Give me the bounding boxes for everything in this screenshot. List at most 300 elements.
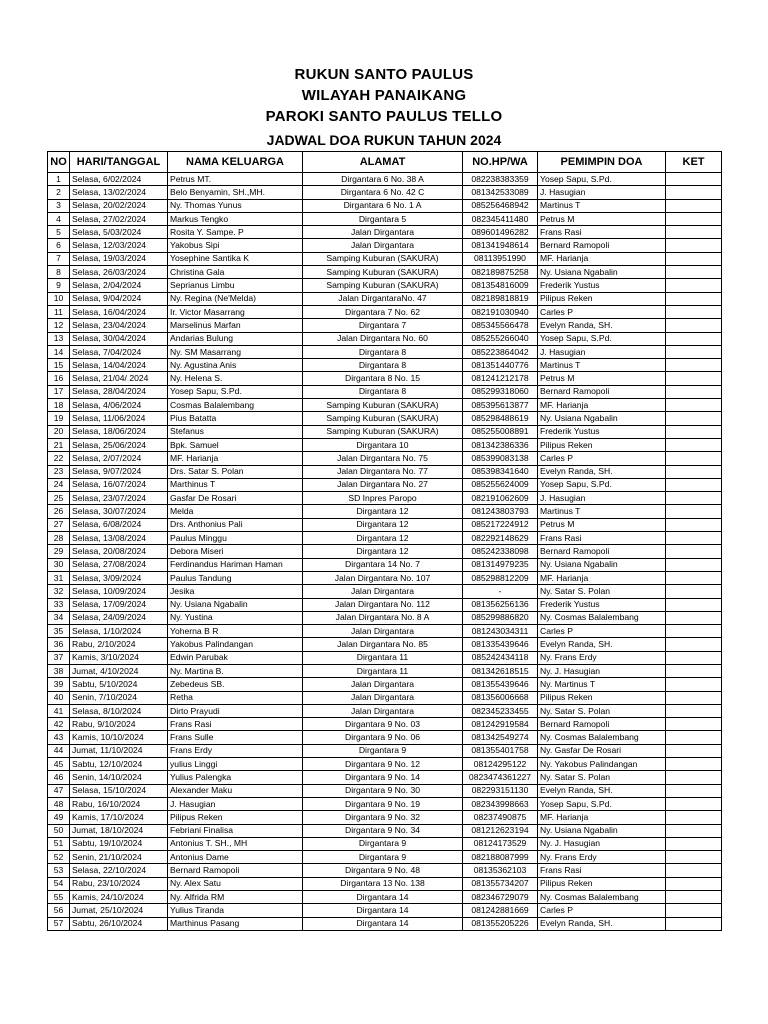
cell-no: 54: [48, 877, 70, 890]
cell-family: Marthinus T: [168, 478, 303, 491]
cell-date: Selasa, 14/04/2024: [70, 359, 168, 372]
table-body: [48, 173, 722, 931]
cell-prayer-leader: Pilipus Reken: [538, 877, 666, 890]
cell-family: Frans Rasi: [168, 718, 303, 731]
cell-phone: 085299318060: [463, 385, 538, 398]
cell-prayer-leader: Evelyn Randa, SH.: [538, 319, 666, 332]
cell-prayer-leader: Martinus T: [538, 359, 666, 372]
cell-notes: [666, 372, 722, 385]
cell-notes: [666, 904, 722, 917]
cell-no: 25: [48, 492, 70, 505]
cell-no: 28: [48, 532, 70, 545]
cell-family: Seprianus Limbu: [168, 279, 303, 292]
table-row: [48, 664, 722, 677]
cell-no: 37: [48, 651, 70, 664]
cell-notes: [666, 917, 722, 930]
cell-phone: 082293151130: [463, 784, 538, 797]
table-row: [48, 359, 722, 372]
cell-no: 53: [48, 864, 70, 877]
cell-family: Ny. SM Masarrang: [168, 345, 303, 358]
cell-family: Cosmas Balalembang: [168, 399, 303, 412]
cell-notes: [666, 332, 722, 345]
cell-date: Selasa, 28/04/2024: [70, 385, 168, 398]
cell-address: Jalan Dirgantara: [303, 585, 463, 598]
cell-family: Yulius Tiranda: [168, 904, 303, 917]
cell-phone: 08124295122: [463, 758, 538, 771]
cell-phone: 085255266040: [463, 332, 538, 345]
table-row: [48, 598, 722, 611]
cell-family: Yulius Palengka: [168, 771, 303, 784]
cell-family: Marthinus Pasang: [168, 917, 303, 930]
cell-no: 30: [48, 558, 70, 571]
table-row: [48, 877, 722, 890]
cell-notes: [666, 478, 722, 491]
cell-family: Ny. Alex Satu: [168, 877, 303, 890]
cell-notes: [666, 518, 722, 531]
cell-notes: [666, 797, 722, 810]
table-row: [48, 305, 722, 318]
cell-no: 31: [48, 571, 70, 584]
cell-address: Samping Kuburan (SAKURA): [303, 399, 463, 412]
cell-date: Senin, 21/10/2024: [70, 851, 168, 864]
table-row: [48, 731, 722, 744]
cell-prayer-leader: Ny. Martinus T: [538, 678, 666, 691]
table-row: [48, 266, 722, 279]
table-row: [48, 186, 722, 199]
cell-notes: [666, 585, 722, 598]
table-row: [48, 452, 722, 465]
cell-date: Selasa, 30/07/2024: [70, 505, 168, 518]
cell-address: Samping Kuburan (SAKURA): [303, 266, 463, 279]
table-row: [48, 704, 722, 717]
table-row: [48, 385, 722, 398]
cell-prayer-leader: Ny. Satar S. Polan: [538, 585, 666, 598]
cell-phone: 085395613877: [463, 399, 538, 412]
cell-no: 40: [48, 691, 70, 704]
cell-phone: 085255008891: [463, 425, 538, 438]
table-row: [48, 678, 722, 691]
cell-family: Paulus Tandung: [168, 571, 303, 584]
cell-address: Jalan Dirgantara No. 112: [303, 598, 463, 611]
table-row: [48, 571, 722, 584]
cell-date: Selasa, 30/04/2024: [70, 332, 168, 345]
cell-phone: 082189875258: [463, 266, 538, 279]
cell-phone: 081351440776: [463, 359, 538, 372]
cell-phone: 082346729079: [463, 891, 538, 904]
cell-address: Jalan Dirgantara: [303, 678, 463, 691]
column-header-family: NAMA KELUARGA: [168, 152, 303, 173]
cell-notes: [666, 412, 722, 425]
cell-phone: 08124173529: [463, 837, 538, 850]
cell-family: Ny. Usiana Ngabalin: [168, 598, 303, 611]
cell-prayer-leader: Bernard Ramopoli: [538, 385, 666, 398]
cell-prayer-leader: Petrus M: [538, 518, 666, 531]
cell-no: 43: [48, 731, 70, 744]
table-row: [48, 319, 722, 332]
cell-phone: 08237490875: [463, 811, 538, 824]
cell-no: 44: [48, 744, 70, 757]
cell-address: Dirgantara 6 No. 1 A: [303, 199, 463, 212]
cell-family: Ir. Victor Masarrang: [168, 305, 303, 318]
cell-notes: [666, 279, 722, 292]
cell-prayer-leader: Carles P: [538, 452, 666, 465]
cell-prayer-leader: Pilipus Reken: [538, 438, 666, 451]
cell-family: Markus Tengko: [168, 212, 303, 225]
cell-address: Jalan DirgantaraNo. 47: [303, 292, 463, 305]
cell-no: 23: [48, 465, 70, 478]
cell-no: 18: [48, 399, 70, 412]
cell-family: Ny. Thomas Yunus: [168, 199, 303, 212]
cell-notes: [666, 744, 722, 757]
cell-prayer-leader: Evelyn Randa, SH.: [538, 638, 666, 651]
table-row: [48, 585, 722, 598]
cell-prayer-leader: Evelyn Randa, SH.: [538, 917, 666, 930]
cell-family: Bernard Ramopoli: [168, 864, 303, 877]
cell-date: Selasa, 23/04/2024: [70, 319, 168, 332]
cell-address: Dirgantara 11: [303, 651, 463, 664]
cell-date: Senin, 14/10/2024: [70, 771, 168, 784]
cell-address: Dirgantara 9 No. 34: [303, 824, 463, 837]
cell-address: Dirgantara 10: [303, 438, 463, 451]
cell-notes: [666, 611, 722, 624]
table-row: [48, 851, 722, 864]
table-row: [48, 864, 722, 877]
cell-phone: 082343998663: [463, 797, 538, 810]
cell-phone: 081355734207: [463, 877, 538, 890]
cell-notes: [666, 758, 722, 771]
cell-no: 57: [48, 917, 70, 930]
cell-family: Yosephine Santika K: [168, 252, 303, 265]
cell-no: 16: [48, 372, 70, 385]
cell-prayer-leader: Yosep Sapu, S.Pd.: [538, 332, 666, 345]
cell-prayer-leader: Ny. Cosmas Balalembang: [538, 731, 666, 744]
cell-notes: [666, 212, 722, 225]
cell-address: Jalan Dirgantara: [303, 704, 463, 717]
cell-no: 6: [48, 239, 70, 252]
cell-phone: 081242919584: [463, 718, 538, 731]
cell-family: Yakobus Sipi: [168, 239, 303, 252]
cell-phone: 08234743612​27: [463, 771, 538, 784]
cell-no: 35: [48, 625, 70, 638]
cell-no: 45: [48, 758, 70, 771]
cell-date: Selasa, 1/10/2024: [70, 625, 168, 638]
cell-no: 38: [48, 664, 70, 677]
cell-address: Dirgantara 14: [303, 917, 463, 930]
cell-date: Selasa, 5/03/2024: [70, 226, 168, 239]
cell-no: 47: [48, 784, 70, 797]
cell-date: Jumat, 4/10/2024: [70, 664, 168, 677]
cell-no: 10: [48, 292, 70, 305]
cell-no: 36: [48, 638, 70, 651]
cell-address: Jalan Dirgantara: [303, 239, 463, 252]
cell-notes: [666, 359, 722, 372]
cell-phone: 081356256136: [463, 598, 538, 611]
cell-family: Melda: [168, 505, 303, 518]
table-row: [48, 904, 722, 917]
table-row: [48, 771, 722, 784]
cell-prayer-leader: MF. Harianja: [538, 571, 666, 584]
cell-date: Selasa, 6/02/2024: [70, 173, 168, 186]
cell-prayer-leader: Evelyn Randa, SH.: [538, 465, 666, 478]
table-row: [48, 518, 722, 531]
cell-notes: [666, 492, 722, 505]
cell-family: Drs. Satar S. Polan: [168, 465, 303, 478]
cell-family: Frans Erdy: [168, 744, 303, 757]
cell-no: 3: [48, 199, 70, 212]
cell-phone: 082188087999: [463, 851, 538, 864]
cell-phone: 082238383359: [463, 173, 538, 186]
cell-notes: [666, 625, 722, 638]
cell-no: 52: [48, 851, 70, 864]
cell-family: Yosep Sapu, S.Pd.: [168, 385, 303, 398]
cell-no: 48: [48, 797, 70, 810]
cell-family: Ferdinandus Hariman Haman: [168, 558, 303, 571]
column-header-date: HARI/TANGGAL: [70, 152, 168, 173]
cell-address: Dirgantara 6 No. 38 A: [303, 173, 463, 186]
cell-date: Selasa, 20/08/2024: [70, 545, 168, 558]
table-row: [48, 545, 722, 558]
cell-no: 22: [48, 452, 70, 465]
cell-family: Edwin Parubak: [168, 651, 303, 664]
cell-address: Dirgantara 9 No. 03: [303, 718, 463, 731]
cell-date: Selasa, 27/02/2024: [70, 212, 168, 225]
cell-notes: [666, 252, 722, 265]
cell-family: Marselinus Marfan: [168, 319, 303, 332]
cell-prayer-leader: J. Hasugian: [538, 186, 666, 199]
cell-prayer-leader: Pilipus Reken: [538, 292, 666, 305]
cell-address: Dirgantara 14 No. 7: [303, 558, 463, 571]
cell-no: 4: [48, 212, 70, 225]
cell-notes: [666, 292, 722, 305]
cell-date: Selasa, 12/03/2024: [70, 239, 168, 252]
cell-notes: [666, 664, 722, 677]
cell-no: 24: [48, 478, 70, 491]
cell-family: Ny. Regina (Ne'Melda): [168, 292, 303, 305]
cell-notes: [666, 718, 722, 731]
cell-family: yulius Linggi: [168, 758, 303, 771]
schedule-table: [47, 151, 722, 931]
table-row: [48, 252, 722, 265]
cell-notes: [666, 438, 722, 451]
cell-phone: 082191030940: [463, 305, 538, 318]
cell-address: Dirgantara 9 No. 32: [303, 811, 463, 824]
cell-family: Ny. Alfrida RM: [168, 891, 303, 904]
cell-phone: 081243034311: [463, 625, 538, 638]
cell-no: 14: [48, 345, 70, 358]
cell-date: Kamis, 3/10/2024: [70, 651, 168, 664]
cell-prayer-leader: MF. Harianja: [538, 811, 666, 824]
cell-no: 41: [48, 704, 70, 717]
cell-phone: 085299886820: [463, 611, 538, 624]
cell-notes: [666, 704, 722, 717]
cell-date: Rabu, 23/10/2024: [70, 877, 168, 890]
cell-no: 5: [48, 226, 70, 239]
cell-phone: 085242434118: [463, 651, 538, 664]
cell-notes: [666, 784, 722, 797]
cell-address: Dirgantara 14: [303, 891, 463, 904]
cell-phone: 085298488619: [463, 412, 538, 425]
table-row: [48, 718, 722, 731]
cell-date: Selasa, 15/10/2024: [70, 784, 168, 797]
cell-address: Dirgantara 8: [303, 359, 463, 372]
cell-address: Dirgantara 11: [303, 664, 463, 677]
cell-prayer-leader: Ny. Frans Erdy: [538, 851, 666, 864]
cell-family: Paulus Minggu: [168, 532, 303, 545]
cell-address: Dirgantara 12: [303, 532, 463, 545]
cell-no: 7: [48, 252, 70, 265]
cell-family: Antonius T. SH., MH: [168, 837, 303, 850]
cell-date: Jumat, 25/10/2024: [70, 904, 168, 917]
cell-address: Dirgantara 9: [303, 837, 463, 850]
cell-date: Selasa, 8/10/2024: [70, 704, 168, 717]
table-row: [48, 279, 722, 292]
cell-no: 46: [48, 771, 70, 784]
cell-prayer-leader: Ny. Usiana Ngabalin: [538, 824, 666, 837]
cell-address: Dirgantara 5: [303, 212, 463, 225]
cell-family: Debora Miseri: [168, 545, 303, 558]
cell-notes: [666, 239, 722, 252]
cell-date: Selasa, 2/04/2024: [70, 279, 168, 292]
cell-address: Jalan Dirgantara No. 60: [303, 332, 463, 345]
table-row: [48, 758, 722, 771]
cell-no: 15: [48, 359, 70, 372]
cell-no: 21: [48, 438, 70, 451]
cell-family: Drs. Anthonius Pali: [168, 518, 303, 531]
cell-address: Jalan Dirgantara No. 107: [303, 571, 463, 584]
cell-no: 55: [48, 891, 70, 904]
cell-notes: [666, 399, 722, 412]
cell-notes: [666, 199, 722, 212]
cell-notes: [666, 811, 722, 824]
table-row: [48, 345, 722, 358]
cell-family: Antonius Dame: [168, 851, 303, 864]
cell-date: Selasa, 26/03/2024: [70, 266, 168, 279]
cell-no: 29: [48, 545, 70, 558]
column-header-address: ALAMAT: [303, 152, 463, 173]
cell-address: Jalan Dirgantara No. 75: [303, 452, 463, 465]
cell-prayer-leader: Ny. J. Hasugian: [538, 837, 666, 850]
cell-phone: 082189818819: [463, 292, 538, 305]
cell-address: Jalan Dirgantara No. 8 A: [303, 611, 463, 624]
cell-date: Rabu, 9/10/2024: [70, 718, 168, 731]
cell-date: Jumat, 11/10/2024: [70, 744, 168, 757]
cell-address: Dirgantara 9 No. 06: [303, 731, 463, 744]
cell-notes: [666, 452, 722, 465]
cell-date: Sabtu, 12/10/2024: [70, 758, 168, 771]
table-row: [48, 797, 722, 810]
cell-phone: 081335439646: [463, 638, 538, 651]
cell-notes: [666, 345, 722, 358]
cell-no: 1: [48, 173, 70, 186]
cell-date: Sabtu, 26/10/2024: [70, 917, 168, 930]
table-row: [48, 638, 722, 651]
cell-address: Jalan Dirgantara: [303, 226, 463, 239]
table-row: [48, 625, 722, 638]
table-row: [48, 532, 722, 545]
table-row: [48, 611, 722, 624]
header-line-2: WILAYAH PANAIKANG: [301, 87, 467, 104]
cell-date: Selasa, 7/04/2024: [70, 345, 168, 358]
cell-no: 9: [48, 279, 70, 292]
cell-prayer-leader: Frans Rasi: [538, 226, 666, 239]
cell-notes: [666, 771, 722, 784]
cell-phone: 08113951990: [463, 252, 538, 265]
table-row: [48, 824, 722, 837]
cell-address: Jalan Dirgantara: [303, 691, 463, 704]
cell-prayer-leader: Petrus M: [538, 372, 666, 385]
cell-notes: [666, 505, 722, 518]
cell-date: Selasa, 19/03/2024: [70, 252, 168, 265]
cell-family: Gasfar De Rosari: [168, 492, 303, 505]
cell-address: Dirgantara 12: [303, 545, 463, 558]
cell-prayer-leader: Ny. J. Hasugian: [538, 664, 666, 677]
cell-prayer-leader: Yosep Sapu, S.Pd.: [538, 478, 666, 491]
column-header-no: NO: [48, 152, 70, 173]
cell-prayer-leader: Yosep Sapu, S.Pd.: [538, 797, 666, 810]
cell-address: Samping Kuburan (SAKURA): [303, 412, 463, 425]
table-row: [48, 173, 722, 186]
cell-phone: 081354816009: [463, 279, 538, 292]
cell-prayer-leader: Ny. Cosmas Balalembang: [538, 891, 666, 904]
cell-phone: 081355439646: [463, 678, 538, 691]
cell-address: Dirgantara 9 No. 14: [303, 771, 463, 784]
cell-phone: 082345411480: [463, 212, 538, 225]
table-row: [48, 492, 722, 505]
table-row: [48, 399, 722, 412]
cell-phone: 085242338098: [463, 545, 538, 558]
table-row: [48, 199, 722, 212]
cell-no: 17: [48, 385, 70, 398]
table-row: [48, 438, 722, 451]
cell-phone: 089601496282: [463, 226, 538, 239]
cell-prayer-leader: Carles P: [538, 904, 666, 917]
cell-date: Selasa, 20/02/2024: [70, 199, 168, 212]
cell-address: Dirgantara 9 No. 12: [303, 758, 463, 771]
cell-address: Jalan Dirgantara No. 85: [303, 638, 463, 651]
cell-date: Selasa, 25/06/2024: [70, 438, 168, 451]
table-row: [48, 784, 722, 797]
cell-family: MF. Harianja: [168, 452, 303, 465]
cell-phone: 081342386336: [463, 438, 538, 451]
cell-address: Dirgantara 7 No. 62: [303, 305, 463, 318]
table-row: [48, 239, 722, 252]
column-header-notes: KET: [666, 152, 722, 173]
cell-prayer-leader: Bernard Ramopoli: [538, 718, 666, 731]
cell-prayer-leader: Ny. Usiana Ngabalin: [538, 558, 666, 571]
cell-date: Rabu, 2/10/2024: [70, 638, 168, 651]
cell-date: Selasa, 13/02/2024: [70, 186, 168, 199]
table-row: [48, 558, 722, 571]
cell-prayer-leader: Frans Rasi: [538, 532, 666, 545]
header-line-1: RUKUN SANTO PAULUS: [294, 66, 474, 83]
cell-phone: 085255624009: [463, 478, 538, 491]
cell-address: SD Inpres Paropo: [303, 492, 463, 505]
cell-no: 34: [48, 611, 70, 624]
cell-prayer-leader: Evelyn Randa, SH.: [538, 784, 666, 797]
cell-address: Dirgantara 8: [303, 385, 463, 398]
cell-notes: [666, 731, 722, 744]
cell-phone: 081342533089: [463, 186, 538, 199]
cell-no: 56: [48, 904, 70, 917]
cell-address: Dirgantara 8 No. 15: [303, 372, 463, 385]
table-row: [48, 744, 722, 757]
cell-family: Jesika: [168, 585, 303, 598]
cell-family: Andarias Bulung: [168, 332, 303, 345]
cell-prayer-leader: Frans Rasi: [538, 864, 666, 877]
cell-no: 19: [48, 412, 70, 425]
cell-phone: 081212623194: [463, 824, 538, 837]
cell-address: Dirgantara 13 No. 138: [303, 877, 463, 890]
